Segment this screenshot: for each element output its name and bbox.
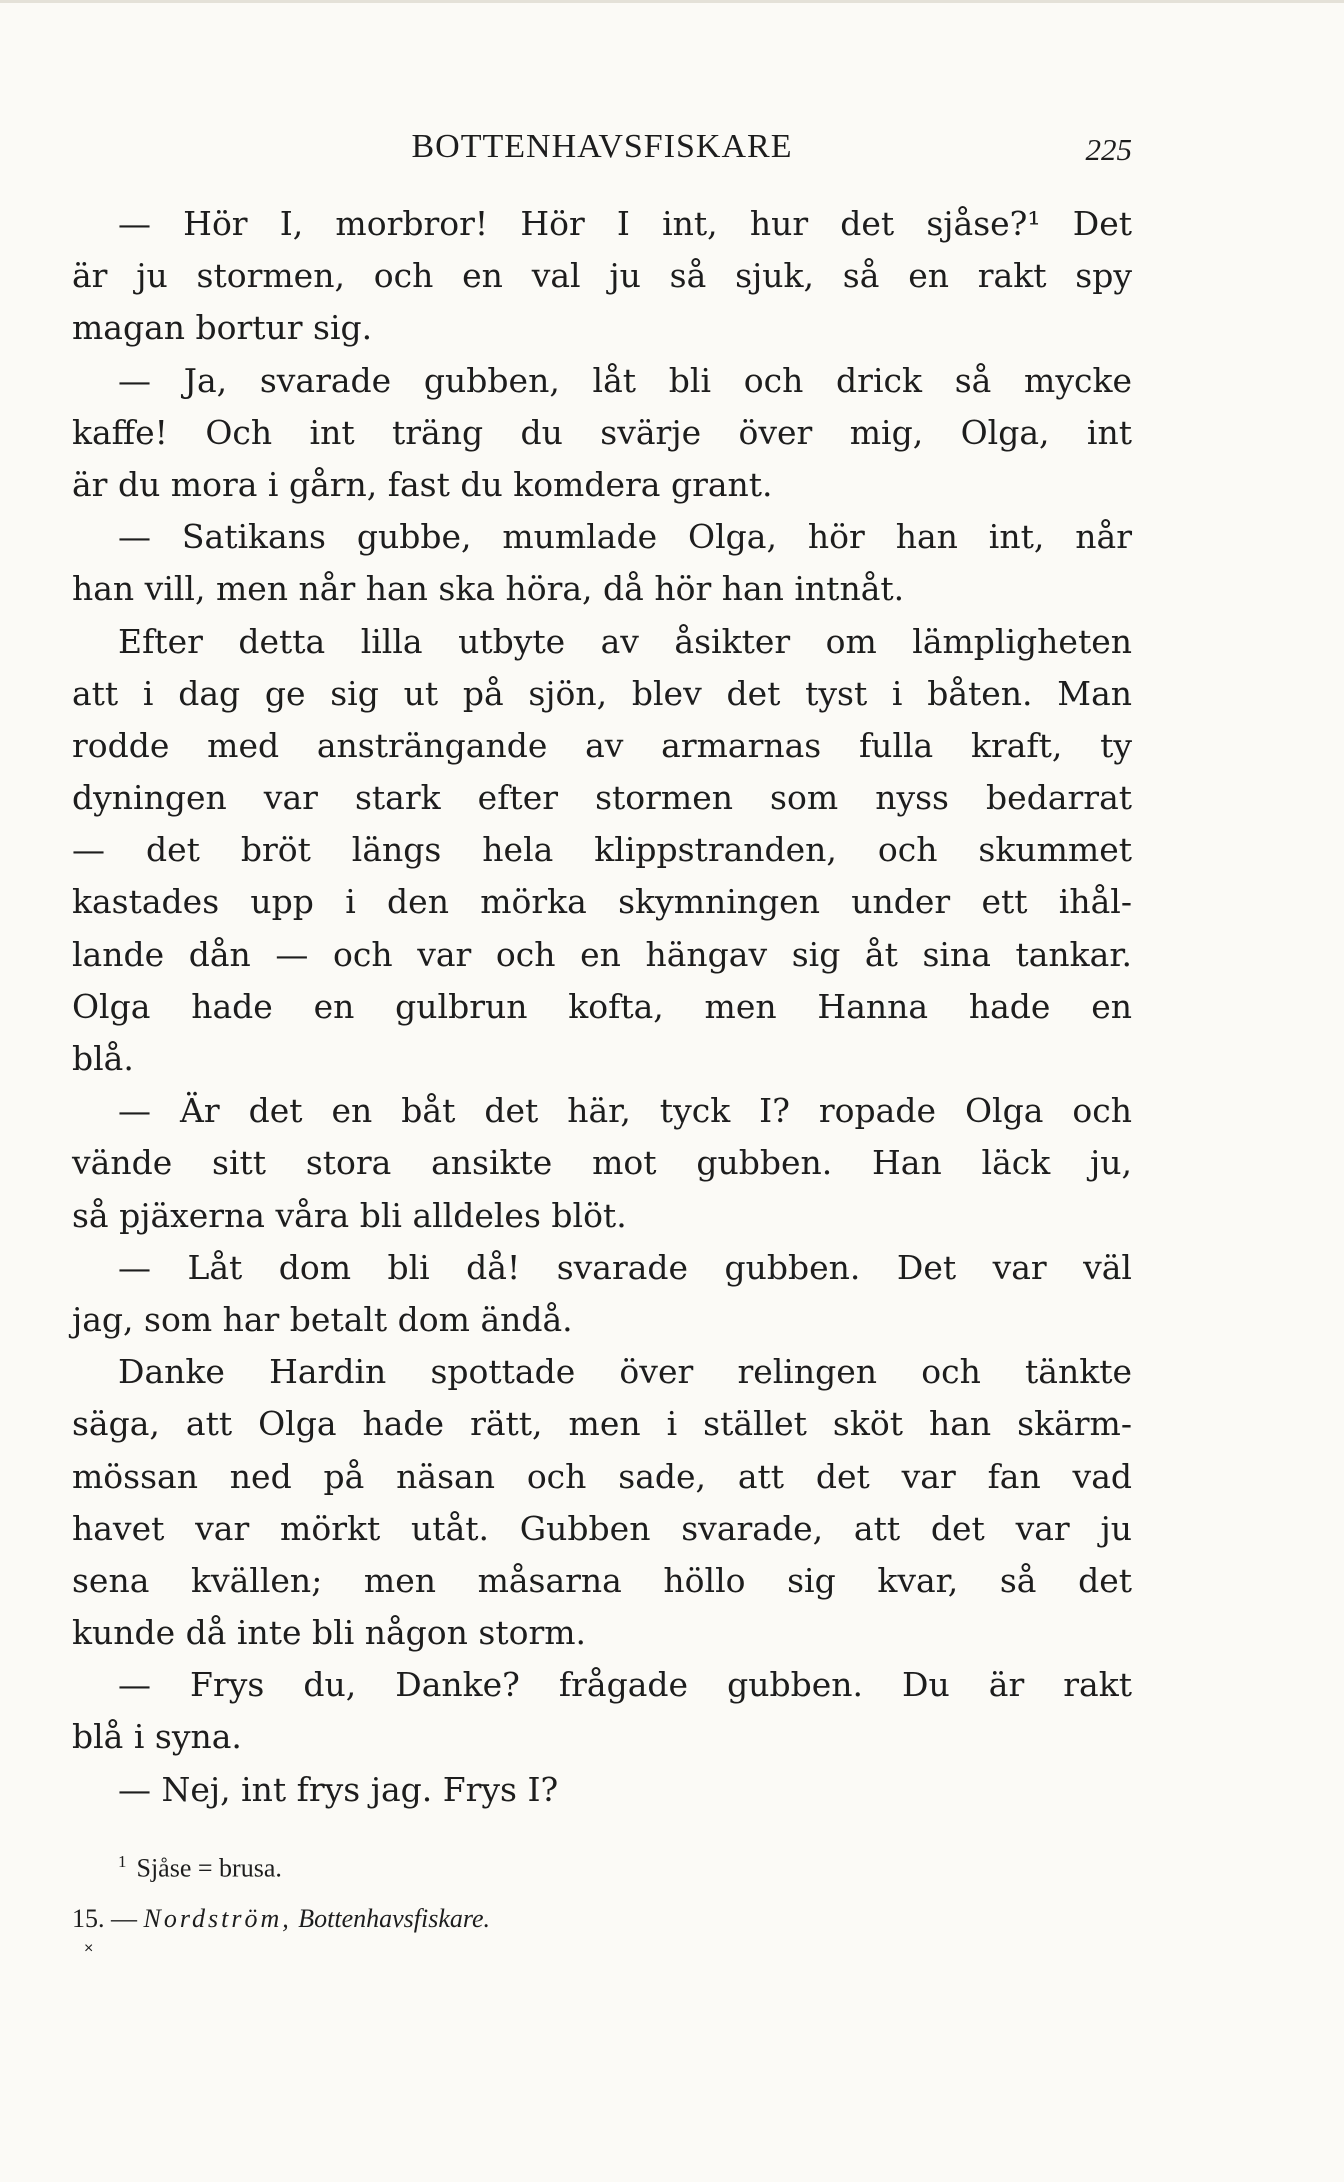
text-line: så pjäxerna våra bli alldeles blöt. (72, 1195, 627, 1235)
text-line: att i dag ge sig ut på sjön, blev det tyst i båten. Man (72, 673, 1132, 713)
signature-title: Bottenhavsfiskare. (298, 1904, 491, 1933)
page-number: 225 (1085, 132, 1132, 167)
signature-author: Nordström, (143, 1904, 292, 1933)
text-line: Olga hade en gulbrun kofta, men Hanna hade en (72, 986, 1132, 1026)
text-line: mössan ned på näsan och sade, att det var fan vad (72, 1456, 1132, 1496)
text-line: havet var mörkt utåt. Gubben svarade, att det var ju (72, 1508, 1132, 1548)
text-line: rodde med ansträngande av armarnas fulla kraft, ty (72, 725, 1132, 765)
text-line: dyningen var stark efter stormen som nyss bedarrat (72, 778, 1132, 818)
text-line: blå i syna. (72, 1717, 242, 1757)
text-line: Danke Hardin spottade över relingen och tänkte (118, 1352, 1132, 1392)
body-text (72, 198, 1132, 1816)
text-line: kaffe! Och int träng du svärje över mig, Olga, int (72, 412, 1132, 452)
text-line: — Ja, svarade gubben, låt bli och drick så mycke (118, 360, 1132, 400)
text-line: — det bröt längs hela klippstranden, och skummet (72, 830, 1132, 870)
text-line: är du mora i gårn, fast du komdera grant. (72, 464, 773, 504)
text-line: kastades upp i den mörka skymningen under ett ihål- (72, 882, 1132, 922)
text-line: jag, som har betalt dom ändå. (72, 1299, 573, 1339)
text-line: lande dån — och var och en hängav sig åt sina tankar. (72, 934, 1132, 974)
text-line: — Satikans gubbe, mumlade Olga, hör han int, når (118, 517, 1132, 557)
page-header (72, 126, 1132, 166)
text-line: — Frys du, Danke? frågade gubben. Du är rakt (118, 1665, 1132, 1705)
text-line: — Nej, int frys jag. Frys I? (118, 1769, 559, 1809)
footnote-area (72, 1852, 1132, 1958)
sheet-number: 15. (72, 1904, 105, 1933)
sheet-mark: × (84, 1940, 94, 1957)
text-line: Efter detta lilla utbyte av åsikter om lämpligheten (118, 621, 1132, 661)
footnote-marker: 1 (118, 1852, 127, 1871)
running-head: BOTTENHAVSFISKARE (411, 128, 793, 165)
footnote-text: Sjåse = brusa. (136, 1853, 282, 1883)
text-line: magan bortur sig. (72, 308, 373, 348)
text-line: kunde då inte bli någon storm. (72, 1613, 587, 1653)
text-line: blå. (72, 1039, 134, 1078)
text-line: — Hör I, morbror! Hör I int, hur det sjåse?¹ Det (118, 204, 1132, 243)
text-line: — Är det en båt det här, tyck I? ropade Olga och (118, 1091, 1132, 1131)
text-line: vände sitt stora ansikte mot gubben. Han läck ju, (72, 1143, 1132, 1183)
printer-signature (72, 1904, 1132, 1940)
text-line: sena kvällen; men måsarna höllo sig kvar, så det (72, 1560, 1132, 1600)
text-line: — Låt dom bli då! svarade gubben. Det var väl (118, 1247, 1132, 1287)
text-line: är ju stormen, och en val ju så sjuk, så en rakt spy (72, 256, 1132, 296)
text-line: säga, att Olga hade rätt, men i stället sköt han skärm- (72, 1404, 1132, 1444)
footnote (72, 1852, 1132, 1892)
signature-dash: — (111, 1904, 137, 1933)
text-line: han vill, men når han ska höra, då hör han intnåt. (72, 569, 905, 609)
